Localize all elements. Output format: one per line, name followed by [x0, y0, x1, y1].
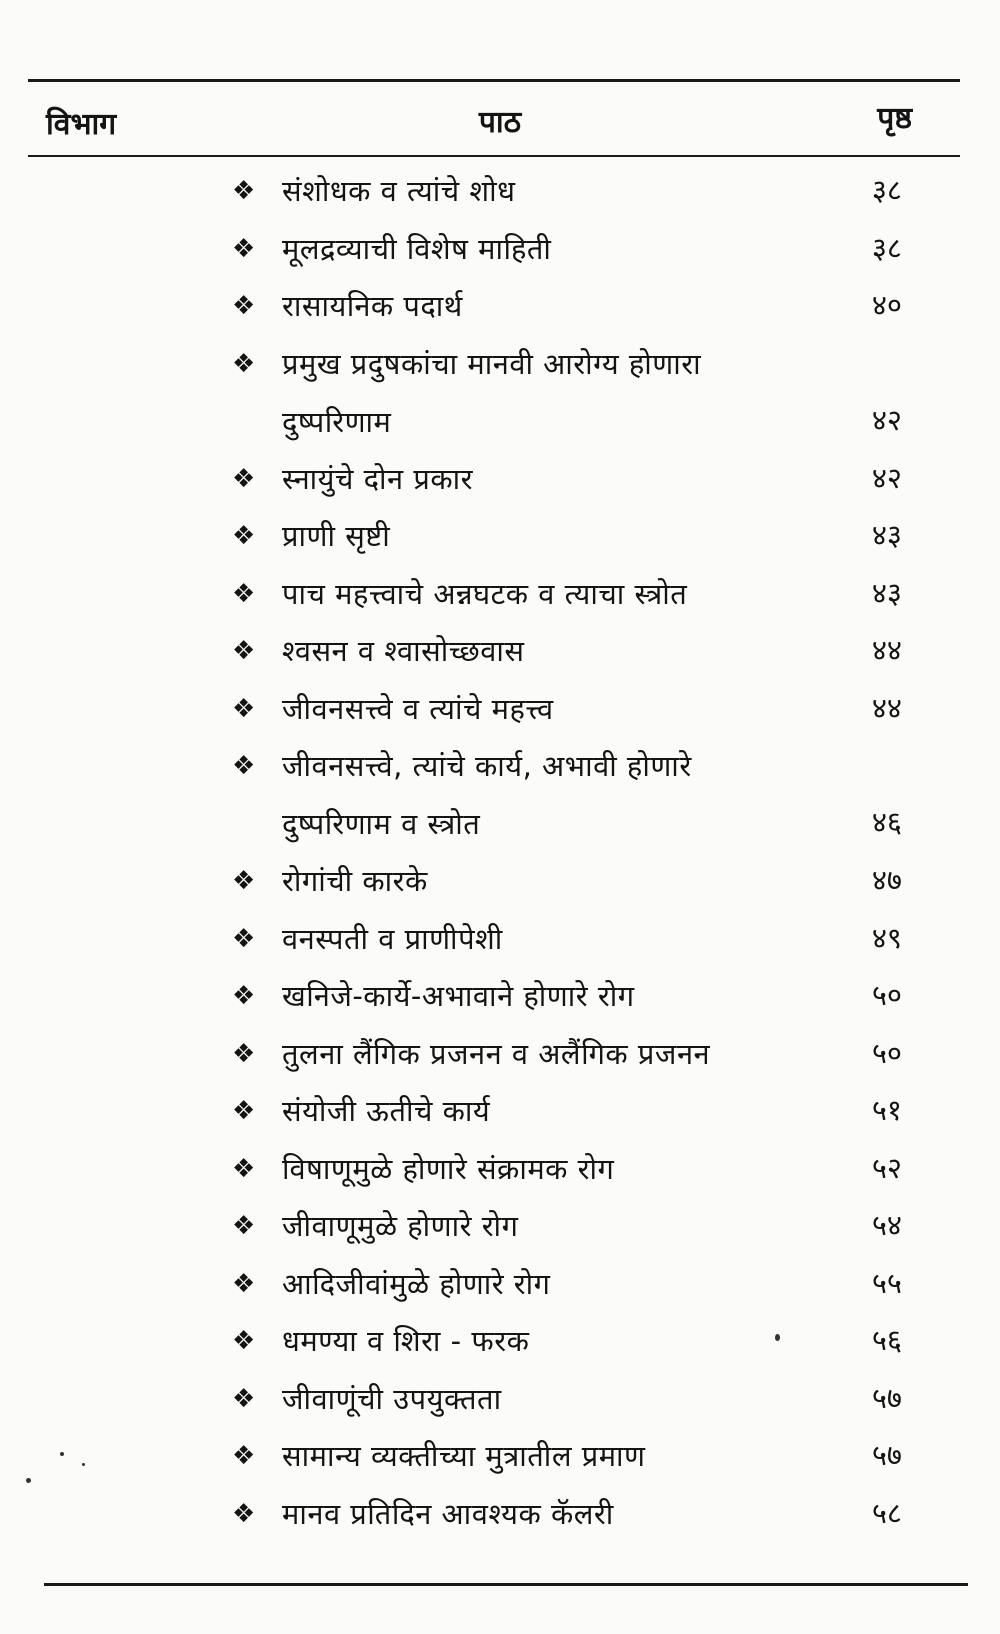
diamond-bullet-icon: ❖	[232, 521, 256, 551]
diamond-bullet-icon: ❖	[232, 1096, 256, 1126]
bottom-rule	[44, 1583, 968, 1586]
toc-page-number: ५२	[871, 1150, 902, 1185]
toc-page-number: ४२	[871, 460, 902, 495]
toc-title: विषाणूमुळे होणारे संक्रामक रोग	[282, 1151, 615, 1186]
toc-title: धमण्या व शिरा - फरक	[282, 1324, 530, 1358]
toc-title: श्वसन व श्वासोच्छवास	[282, 634, 525, 668]
toc-row	[0, 628, 1000, 686]
toc-title: वनस्पती व प्राणीपेशी	[282, 921, 503, 956]
toc-title: संयोजी ऊतीचे कार्य	[282, 1094, 491, 1128]
diamond-bullet-icon: ❖	[232, 348, 256, 379]
toc-page-number: ५७	[871, 1438, 902, 1472]
toc-page-number: ५०	[871, 978, 902, 1012]
toc-title: जीवाणूंची उपयुक्तता	[282, 1381, 502, 1416]
toc-page-number: ५०	[871, 1035, 902, 1070]
diamond-bullet-icon: ❖	[232, 1383, 256, 1414]
toc-page-number: ३८	[871, 173, 902, 207]
toc-title: आदिजीवांमुळे होणारे रोग	[282, 1266, 551, 1301]
diamond-bullet-icon: ❖	[232, 636, 256, 666]
header-rule	[28, 155, 960, 157]
toc-row	[0, 226, 1000, 284]
diamond-bullet-icon: ❖	[232, 981, 256, 1011]
diamond-bullet-icon: ❖	[232, 1211, 256, 1241]
toc-title: संशोधक व त्यांचे शोध	[282, 174, 516, 208]
toc-row	[0, 1261, 1000, 1319]
toc-page-number: ४६	[871, 805, 902, 839]
toc-row	[0, 858, 1000, 916]
toc-row	[0, 743, 1000, 858]
table-header	[0, 96, 1000, 146]
toc-page-number: ५१	[871, 1093, 902, 1127]
print-speck	[775, 1334, 780, 1341]
toc-title: स्नायुंचे दोन प्रकार	[282, 461, 474, 496]
diamond-bullet-icon: ❖	[232, 578, 256, 609]
toc-page-number: ४४	[871, 633, 902, 667]
toc-title: पाच महत्त्वाचे अन्नघटक व त्याचा स्त्रोत	[282, 576, 688, 611]
toc-title: मानव प्रतिदिन आवश्यक कॅलरी	[282, 1496, 614, 1531]
toc-row	[0, 168, 1000, 226]
diamond-bullet-icon: ❖	[232, 866, 256, 896]
toc-page-number: ५८	[871, 1495, 902, 1530]
toc-row	[0, 1203, 1000, 1261]
toc-page-number: ४४	[871, 690, 902, 725]
toc-row	[0, 916, 1000, 974]
print-speck	[82, 1463, 85, 1466]
toc-page-number: ४३	[871, 575, 902, 610]
toc-list	[0, 168, 1000, 1548]
toc-title: रोगांची कारके	[282, 864, 428, 898]
diamond-bullet-icon: ❖	[232, 923, 256, 954]
print-speck	[60, 1452, 64, 1456]
diamond-bullet-icon: ❖	[232, 1326, 256, 1356]
diamond-bullet-icon: ❖	[232, 1038, 256, 1069]
diamond-bullet-icon: ❖	[232, 291, 256, 321]
toc-row	[0, 456, 1000, 514]
toc-row	[0, 1088, 1000, 1146]
toc-row	[0, 1318, 1000, 1376]
toc-page-number: ५५	[871, 1265, 902, 1300]
toc-row	[0, 1376, 1000, 1434]
diamond-bullet-icon: ❖	[232, 176, 256, 206]
toc-title: मूलद्रव्याची विशेष माहिती	[282, 231, 552, 266]
diamond-bullet-icon: ❖	[232, 233, 256, 264]
header-page: पृष्ठ	[877, 101, 912, 136]
toc-row	[0, 1433, 1000, 1491]
diamond-bullet-icon: ❖	[232, 693, 256, 724]
toc-page-number: ४९	[871, 920, 902, 955]
header-section: विभाग	[46, 107, 117, 142]
toc-title: जीवनसत्त्वे, त्यांचे कार्य, अभावी होणारे दुष्परिणाम व स्त्रोत	[282, 749, 692, 841]
toc-title: खनिजे-कार्ये-अभावाने होणारे रोग	[282, 979, 635, 1013]
toc-page-number: ४७	[871, 863, 902, 897]
diamond-bullet-icon: ❖	[232, 1153, 256, 1184]
toc-title: प्राणी सृष्टी	[282, 519, 391, 553]
diamond-bullet-icon: ❖	[232, 1268, 256, 1299]
toc-row	[0, 1031, 1000, 1089]
toc-page-number: ४२	[871, 402, 902, 437]
toc-row	[0, 973, 1000, 1031]
toc-page-number: ५७	[871, 1380, 902, 1415]
toc-page-number: ५४	[871, 1208, 902, 1242]
toc-row	[0, 1146, 1000, 1204]
toc-row	[0, 686, 1000, 744]
toc-title: जीवाणूमुळे होणारे रोग	[282, 1209, 519, 1243]
diamond-bullet-icon: ❖	[232, 463, 256, 494]
toc-page-number: ४०	[871, 288, 902, 322]
toc-row	[0, 341, 1000, 456]
toc-page-number: ५६	[871, 1323, 902, 1357]
diamond-bullet-icon: ❖	[232, 1441, 256, 1471]
toc-row	[0, 513, 1000, 571]
toc-title: प्रमुख प्रदुषकांचा मानवी आरोग्य होणारा दुष्परिणाम	[282, 346, 702, 439]
toc-title: रासायनिक पदार्थ	[282, 289, 463, 323]
toc-title: जीवनसत्त्वे व त्यांचे महत्त्व	[282, 691, 554, 726]
toc-row	[0, 571, 1000, 629]
diamond-bullet-icon: ❖	[232, 751, 256, 781]
toc-title: तुलना लैंगिक प्रजनन व अलैंगिक प्रजनन	[282, 1036, 711, 1071]
print-speck	[26, 1478, 31, 1483]
top-rule	[28, 79, 960, 82]
toc-title: सामान्य व्यक्तीच्या मुत्रातील प्रमाण	[282, 1439, 646, 1473]
diamond-bullet-icon: ❖	[232, 1498, 256, 1529]
toc-row	[0, 1491, 1000, 1549]
toc-page-number: ३८	[871, 230, 902, 265]
toc-row	[0, 283, 1000, 341]
toc-page-number: ४३	[871, 518, 902, 552]
header-lesson: पाठ	[478, 105, 522, 140]
